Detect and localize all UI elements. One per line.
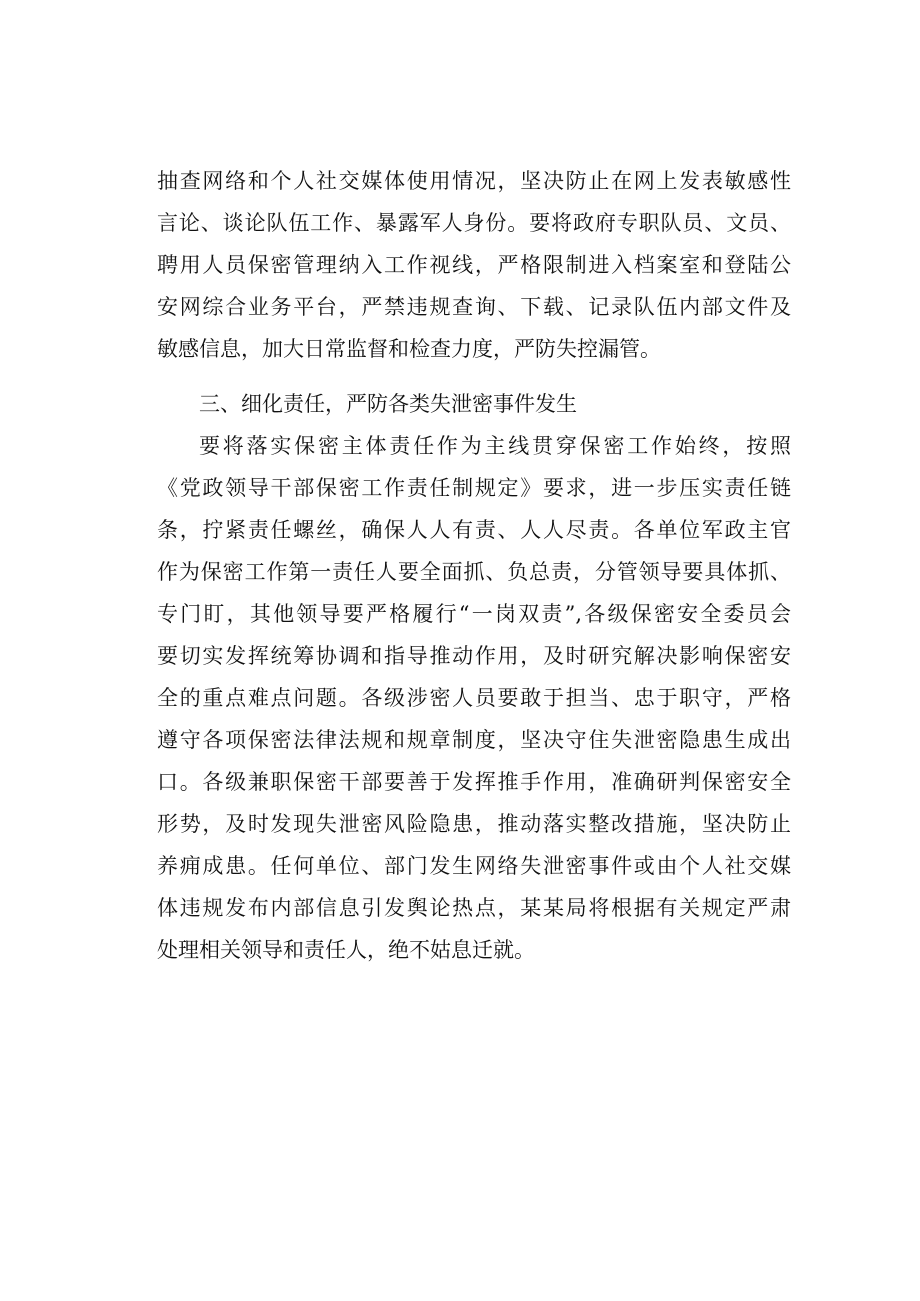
text-line: 要切实发挥统筹协调和指导推动作用，及时研究解决影响保密安	[157, 644, 791, 668]
text-line: 专门盯，其他领导要严格履行“一岗双责”,各级保密安全委员会	[157, 602, 791, 626]
text-line: 言论、谈论队伍工作、暴露军人身份。要将政府专职队员、文员、	[157, 211, 791, 235]
paragraph-responsibility	[157, 425, 791, 971]
text-line: 养痈成患。任何单位、部门发生网络失泄密事件或由个人社交媒	[157, 854, 791, 878]
section-heading: 三、细化责任，严防各类失泄密事件发生	[199, 392, 577, 416]
text-line: 形势，及时发现失泄密风险隐患，推动落实整改措施，坚决防止	[157, 812, 791, 836]
text-line: 口。各级兼职保密干部要善于发挥推手作用，准确研判保密安全	[157, 770, 791, 794]
text-line: 敏感信息，加大日常监督和检查力度，严防失控漏管。	[157, 337, 661, 361]
text-line: 处理相关领导和责任人，绝不姑息迁就。	[157, 938, 535, 962]
text-line: 条，拧紧责任螺丝，确保人人有责、人人尽责。各单位军政主官	[157, 518, 791, 542]
text-line: 安网综合业务平台，严禁违规查询、下载、记录队伍内部文件及	[157, 295, 791, 319]
text-line: 聘用人员保密管理纳入工作视线，严格限制进入档案室和登陆公	[157, 253, 791, 277]
text-line: 体违规发布内部信息引发舆论热点，某某局将根据有关规定严肃	[157, 896, 791, 920]
paragraph-continued	[157, 160, 791, 370]
text-line: 全的重点难点问题。各级涉密人员要敢于担当、忠于职守，严格	[157, 686, 791, 710]
text-line: 要将落实保密主体责任作为主线贯穿保密工作始终，按照	[199, 434, 791, 458]
text-line: 遵守各项保密法律法规和规章制度，坚决守住失泄密隐患生成出	[157, 728, 791, 752]
text-line: 《党政领导干部保密工作责任制规定》要求，进一步压实责任链	[157, 476, 791, 500]
text-line: 作为保密工作第一责任人要全面抓、负总责，分管领导要具体抓、	[157, 560, 791, 584]
text-line: 抽查网络和个人社交媒体使用情况，坚决防止在网上发表敏感性	[157, 169, 791, 193]
